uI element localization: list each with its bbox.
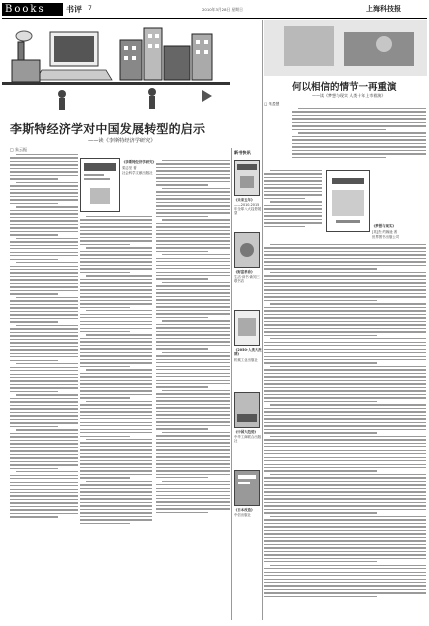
right-article-author: □ 朱盈慧 (264, 102, 280, 106)
masthead (2, 3, 427, 17)
main-article-body-col3 (156, 160, 230, 616)
new-book-2-title: 《财富革命》 (234, 270, 255, 274)
new-book-3-title: 《2050·人类大洗牌》 (234, 348, 262, 356)
right-article-subtitle: ——读《梦想与现实 人类十年上市着演》 (312, 93, 386, 98)
main-article-author: □ 朱云振 (10, 147, 28, 152)
date-line: 2010年3月28日 星期日 (202, 7, 243, 12)
new-book-1-cover (234, 160, 260, 196)
new-book-3-cover (234, 310, 260, 346)
illustration-image (2, 20, 230, 120)
section-cn-title: 书评 (66, 5, 82, 14)
new-books-heading: 新书快讯 (234, 150, 251, 155)
right-book-caption-title: 《梦想与现实》 (372, 224, 396, 228)
main-book-caption-author: 梁志坚 著 (122, 166, 137, 170)
right-article-body-top (292, 108, 426, 166)
main-book-cover (80, 158, 120, 212)
main-book-caption-publisher: 社会科学文献出版社 (122, 171, 153, 175)
new-book-2-note: 生活·读书·新知三联书店 (234, 275, 260, 283)
new-book-1-title: 《未来五年》 (234, 198, 255, 202)
new-book-5-note: 中信出版社 (234, 513, 251, 517)
main-article-subtitle: ——读《李斯特经济学研究》 (88, 138, 156, 144)
right-illustration (264, 20, 427, 76)
right-article-body-left (264, 170, 322, 250)
new-book-4-title: 《中国大趋势》 (234, 430, 258, 434)
new-book-5-title: 《日本改造》 (234, 508, 255, 512)
right-book-caption-author: [英]杰·约翰逊 著 (372, 230, 398, 234)
new-book-2-cover (234, 232, 260, 268)
main-book-caption-title: 《李斯特经济学研究》 (122, 160, 156, 164)
main-article-title: 李斯特经济学对中国发展转型的启示 (10, 122, 206, 136)
right-article-body-main (264, 244, 426, 618)
new-book-3-note: 机械工业出版社 (234, 358, 258, 362)
new-book-5-cover (234, 470, 260, 506)
new-book-4-cover (234, 392, 260, 428)
section-en-title: Books (2, 3, 63, 16)
right-book-caption-publisher: 世界图书出版公司 (372, 235, 400, 239)
new-book-4-note: 中华工商联合出版社 (234, 435, 262, 443)
right-book-cover (326, 170, 370, 232)
paper-name: 上海科技报 (366, 4, 401, 13)
page-number: 7 (88, 5, 92, 12)
right-article-title: 何以相信的情节一再重演 (292, 82, 397, 93)
new-book-1-note: ——2010-2015年全球八大趋势展望 (234, 203, 262, 215)
main-article-body-col2 (80, 216, 152, 616)
main-article-body-col1 (10, 154, 78, 616)
